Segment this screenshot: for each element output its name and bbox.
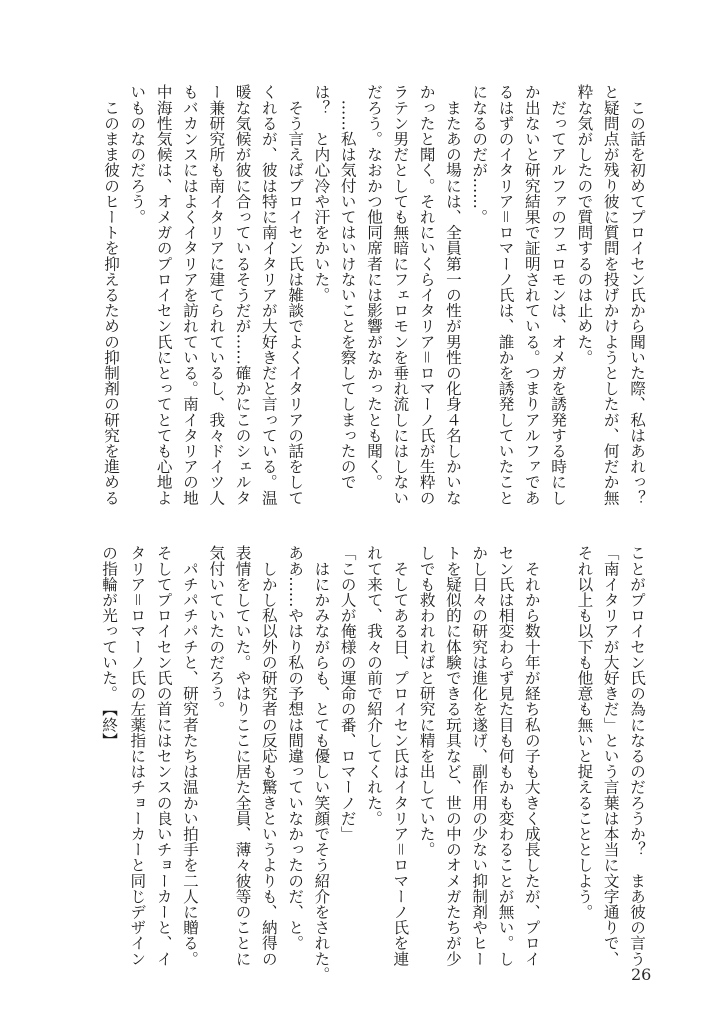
end-mark: 【終】	[100, 701, 119, 748]
text-column: セン氏は相変わらず見た目も何もかも変わることが無い。し	[496, 545, 515, 967]
text-block-top	[98, 84, 650, 505]
text-column: と疑問点が残り彼に質問を投げかけようとしたが、何だか無	[601, 84, 620, 506]
text-column: このまま彼のヒートを抑えるための抑制剤の研究を進める	[102, 84, 121, 506]
text-column: またあの場には、全員第一の性が男性の化身４名しかいな	[443, 84, 462, 506]
text-column: はにかみながらも、とても優しい笑顔でそう紹介をされた。	[312, 545, 331, 982]
text-column: るはずのイタリア＝ロマーノ氏は、誰かを誘発していたこと	[496, 84, 515, 506]
text-column: 「南イタリアが大好きだ」という言葉は本当に文字通りで、	[601, 545, 620, 967]
text-column: しでも救われればと研究に精を出していた。	[417, 545, 436, 857]
page-number: 26	[631, 965, 652, 984]
text-column: になるのだが……。	[470, 84, 489, 225]
text-column: いものなのだろう。	[128, 84, 147, 225]
text-column: は？ と内心冷や汗をかいた。	[312, 84, 331, 303]
text-column: タリア＝ロマーノ氏の左薬指にはチョーカーと同じデザイン	[128, 545, 147, 967]
text-column: 粋な気がしたので質問するのは止めた。	[575, 84, 594, 365]
blank-column	[545, 545, 571, 966]
text-column: かし日々の研究は進化を遂げ、副作用の少ない抑制剤やヒー	[470, 545, 489, 967]
text-column: そしてプロイセン氏の首にはセンスの良いチョーカーと、イ	[154, 545, 173, 967]
text-column: ラテン男だとしても無暗にフェロモンを垂れ流しにはしない	[391, 84, 410, 506]
text-column: だってアルファのフェロモンは、オメガを誘発する時にし	[549, 84, 568, 506]
text-column: ー兼研究所も南イタリアに建てられているし、我々ドイツ人	[207, 84, 226, 506]
text-column: か出ないと研究結果で証明されている。つまりアルファであ	[522, 84, 541, 506]
text-column: くれるが、彼は特に南イタリアが大好きだと言っている。温	[259, 84, 278, 506]
final-column	[98, 545, 124, 966]
text-column: そしてある日、プロイセン氏はイタリア＝ロマーノ氏を連	[391, 545, 410, 967]
text-column: この話を初めてプロイセン氏から聞いた際、私はあれっ？	[628, 84, 646, 506]
text-column: そう言えばプロイセン氏は雑談でよくイタリアの話をして	[286, 84, 305, 506]
text-column: それから数十年が経ち私の子も大きく成長したが、プロイ	[522, 545, 541, 967]
text-column: ……私は気付いてはいけないことを察してしまったので	[338, 84, 357, 490]
text-column: 暖な気候が彼に合っているそうだが……確かにこのシェルタ	[233, 84, 252, 506]
text-column: しかし私以外の研究者の反応も驚きというよりも、納得の	[259, 545, 278, 967]
text-column: 気付いていたのだろう。	[207, 545, 226, 717]
text-column: トを疑似的に体験できる玩具など、世の中のオメガたちが少	[443, 545, 462, 967]
text-column: 中海性気候は、オメガのプロイセン氏にとってとても心地よ	[154, 84, 173, 506]
text-column: ああ……やはり私の予想は間違っていなかったのだ、と。	[286, 545, 305, 951]
final-line-text: の指輪が光っていた。	[100, 545, 119, 701]
dialogue-column: 「この人が俺様の運命の番、ロマーノだ」	[338, 545, 357, 842]
text-column: それ以上も以下も他意も無いと捉えることとしよう。	[575, 545, 594, 920]
text-column: 表情をしていた。やはりここに居た全員、薄々彼等のことに	[233, 545, 252, 967]
text-column: もバカンスにはよくイタリアを訪れている。南イタリアの地	[180, 84, 199, 506]
text-column: れて来て、我々の前で紹介してくれた。	[365, 545, 384, 826]
text-column: かったと聞く。それにいくらイタリア＝ロマーノ氏が生粋の	[417, 84, 436, 506]
text-column: パチパチパチと、研究者たちは温かい拍手を二人に贈る。	[180, 545, 199, 967]
text-column: だろう。なおかつ他同席者には影響がなかったとも聞く。	[365, 84, 384, 490]
text-column: ことがプロイセン氏の為になるのだろうか？ まあ彼の言う	[628, 545, 646, 967]
